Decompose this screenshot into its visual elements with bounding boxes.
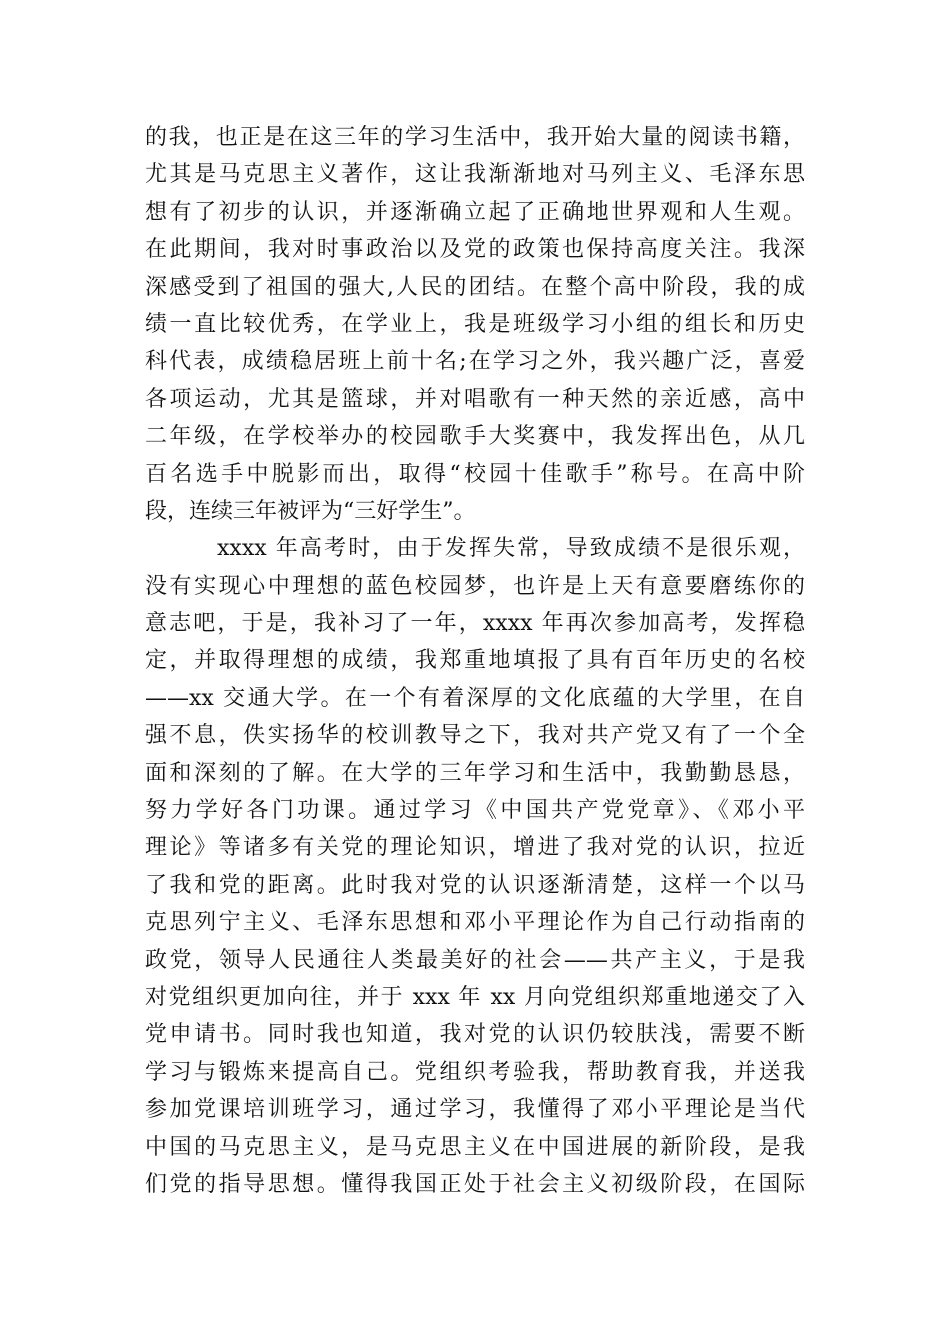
text-line: 政党，领导人民通往人类最美好的社会——共产主义，于是我 (145, 947, 805, 973)
text-line: 科代表，成绩稳居班上前十名;在学习之外，我兴趣广泛，喜爱 (145, 349, 805, 375)
text-line: 二年级，在学校举办的校园歌手大奖赛中，我发挥出色，从几 (145, 424, 805, 450)
text-line: 强不息，佚实扬华的校训教导之下，我对共产党又有了一个全 (145, 723, 805, 749)
text-line: 党申请书。同时我也知道，我对党的认识仍较肤浅，需要不断 (145, 1022, 805, 1048)
text-line: ——xx 交通大学。在一个有着深厚的文化底蕴的大学里，在自 (145, 685, 805, 711)
text-line: 克思列宁主义、毛泽东思想和邓小平理论作为自己行动指南的 (145, 910, 805, 936)
body-text (145, 119, 805, 1203)
text-line: 学习与锻炼来提高自己。党组织考验我，帮助教育我，并送我 (145, 1059, 805, 1085)
text-line: 在此期间，我对时事政治以及党的政策也保持高度关注。我深 (145, 237, 805, 263)
text-line: 段，连续三年被评为“三好学生”。 (145, 498, 476, 524)
text-line: 定，并取得理想的成绩，我郑重地填报了具有百年历史的名校 (145, 648, 805, 674)
text-line: 想有了初步的认识，并逐渐确立起了正确地世界观和人生观。 (145, 199, 805, 225)
paragraph-1 (145, 119, 805, 530)
text-line: xxxx 年高考时，由于发挥失常，导致成绩不是很乐观， (217, 536, 805, 562)
text-line: 们党的指导思想。懂得我国正处于社会主义初级阶段，在国际 (145, 1171, 805, 1197)
text-line: 没有实现心中理想的蓝色校园梦，也许是上天有意要磨练你的 (145, 573, 805, 599)
text-line: 各项运动，尤其是篮球，并对唱歌有一种天然的亲近感，高中 (145, 386, 805, 412)
text-line: 参加党课培训班学习，通过学习，我懂得了邓小平理论是当代 (145, 1097, 805, 1123)
text-line: 绩一直比较优秀，在学业上，我是班级学习小组的组长和历史 (145, 311, 805, 337)
text-line: 百名选手中脱影而出，取得“校园十佳歌手”称号。在高中阶 (145, 461, 805, 487)
text-line: 面和深刻的了解。在大学的三年学习和生活中，我勤勤恳恳， (145, 760, 805, 786)
paragraph-2 (145, 530, 805, 1203)
text-line: 尤其是马克思主义著作，这让我渐渐地对马列主义、毛泽东思 (145, 162, 805, 188)
text-line: 中国的马克思主义，是马克思主义在中国进展的新阶段，是我 (145, 1134, 805, 1160)
text-line: 对党组织更加向往，并于 xxx 年 xx 月向党组织郑重地递交了入 (145, 984, 805, 1010)
text-line: 深感受到了祖国的强大,人民的团结。在整个高中阶段，我的成 (145, 274, 805, 300)
text-line: 理论》等诸多有关党的理论知识，增进了我对党的认识，拉近 (145, 835, 805, 861)
text-line: 的我，也正是在这三年的学习生活中，我开始大量的阅读书籍， (145, 125, 805, 150)
text-line: 意志吧，于是，我补习了一年，xxxx 年再次参加高考，发挥稳 (145, 611, 805, 637)
text-line: 努力学好各门功课。通过学习《中国共产党党章》、《邓小平 (145, 798, 805, 824)
text-line: 了我和党的距离。此时我对党的认识逐渐清楚，这样一个以马 (145, 872, 805, 898)
